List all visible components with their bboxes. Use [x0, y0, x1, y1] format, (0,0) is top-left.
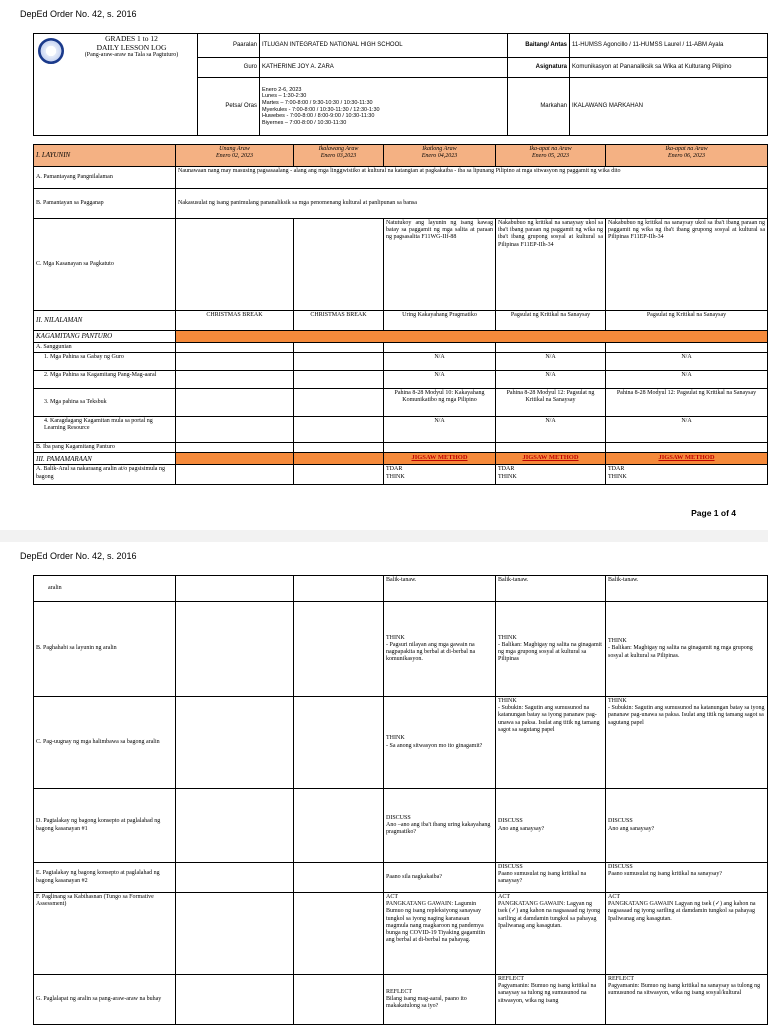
kagamitang-day1	[176, 371, 294, 389]
gabay-day5: N/A	[606, 353, 768, 371]
deped-order-header: DepEd Order No. 42, s. 2016	[20, 9, 137, 19]
markahan-value: IKALAWANG MARKAHAN	[570, 78, 768, 136]
pamamaraan-day5: JIGSAW METHOD	[606, 453, 768, 465]
layunin-header: I. LAYUNIN	[34, 145, 176, 167]
markahan-label: Markahan	[508, 78, 570, 136]
balik-day1	[176, 465, 294, 485]
karagdagang-day1	[176, 417, 294, 443]
row-paglinang-label	[34, 893, 176, 975]
karagdagang-day4: N/A	[496, 417, 606, 443]
paaralan-value: ITLUGAN INTEGRATED NATIONAL HIGH SCHOOL	[260, 34, 508, 58]
kagamitang-label: 2. Mga Pahina sa Kagamitang Pang-Mag-aaral	[34, 371, 176, 389]
nilalaman-day4: Pagsulat ng Kritikal na Sanaysay	[496, 311, 606, 331]
kagamitang-day3: N/A	[384, 371, 496, 389]
sanggunian-label: A. Sanggunian	[34, 343, 176, 353]
balik-label: A. Balik-Aral sa nakaraang aralin at/o pagsisimula ng bagong	[34, 465, 176, 485]
row-paglinang-day4: ACT PANGKATANG GAWAIN: Lagyan ng tsek (✓) ang kahon na nagsasaad ng iyong sariling at damdamin tungkol sa pahayag Ipaliwanag ang kasagutan.	[496, 893, 606, 975]
row-paglinang-day3: ACT PANGKATANG GAWAIN: Lagumin Bumuo ng isang repleksiyong sanaysay tungkol sa iyong naging karanasan magmula nang magkaroon ng pandemya bunga ng COVID-19 Tiyaking gagamitin ang berbal at di-berbal na pahayag.	[384, 893, 496, 975]
kasanayan-day1	[176, 219, 294, 311]
row-paglalapat-day3: REFLECT Bilang isang mag-aaral, paano ito makakatulong sa iyo?	[384, 975, 496, 1025]
kagamitang-day2	[294, 371, 384, 389]
page-2	[0, 542, 768, 1024]
balik-day3: TDAR THINK	[384, 465, 496, 485]
asignatura-value: Komunikasyon at Pananaliksik sa Wika at Kulturang Pilipino	[570, 58, 768, 78]
karagdagang-day2	[294, 417, 384, 443]
teksbuk-day4: Pahina 8-28 Modyul 12: Pagsulat ng Kritikal na Sanaysay	[496, 389, 606, 417]
row-paglalapat-day1	[176, 975, 294, 1025]
teksbuk-day5: Pahina 8-28 Modyul 12: Pagsulat ng Kritikal na Sanaysay	[606, 389, 768, 417]
row-pagtalakay2-label: E. Pagtalakay ng bagong konsepto at paglalahad ng bagong kasanayan #2	[34, 863, 176, 893]
row-paglinang-day1	[176, 893, 294, 975]
pamantayan-sa-pagganap-label: B. Pamantayan sa Pagganap	[34, 189, 176, 219]
row-pagtalakay2-day4: DISCUSS Paano sumusulat ng isang kritikal na sanaysay?	[496, 863, 606, 893]
row-aralin-day4: Balik-tanaw.	[496, 576, 606, 602]
teksbuk-label: 3. Mga pahina sa Teksbuk	[34, 389, 176, 417]
nilalaman-day1: CHRISTMAS BREAK	[176, 311, 294, 331]
row-pagtalakay2-day3: Paano sila nagkakaiba?	[384, 863, 496, 893]
paaralan-label: Paaralan	[198, 34, 260, 58]
gabay-day4: N/A	[496, 353, 606, 371]
gabay-day2	[294, 353, 384, 371]
day-4-header: Ika-apat na Araw Enero 05, 2023	[496, 145, 606, 167]
row-pagtalakay1-day4: DISCUSS Ano ang sanaysay?	[496, 789, 606, 863]
form-title-2: DAILY LESSON LOG	[96, 42, 167, 52]
kasanayan-day4: Nakabubuo ng kritikal na sanaysay ukol sa iba't ibang paraan ng paggamit ng wika ng iba't ibang grupong sosyal at kultural sa Pilipinas F11EP-IIh-34	[496, 219, 606, 311]
row-paglinang-day2	[294, 893, 384, 975]
gabay-day3: N/A	[384, 353, 496, 371]
row-pagtalakay1-day1	[176, 789, 294, 863]
pamamaraan-day3: JIGSAW METHOD	[384, 453, 496, 465]
row-paguugnay-day4: THINK - Subukin: Sagutin ang sumusunod na katanungan batay sa iyong pananaw pag-unawa sa paksa. Isulat ang titik ng tamang sagot sa sagutang papel	[496, 697, 606, 789]
row-pagtalakay1-day5: DISCUSS Ano ang sanaysay?	[606, 789, 768, 863]
page-divider	[0, 530, 768, 542]
balik-day5: TDAR THINK	[606, 465, 768, 485]
guro-label: Guro	[198, 58, 260, 78]
asignatura-label: Asignatura	[508, 58, 570, 78]
row-aralin-day5: Balik-tanaw.	[606, 576, 768, 602]
row-pagtalakay1-day3: DISCUSS Ano –ano ang iba't ibang uring kakayahang pragmatiko?	[384, 789, 496, 863]
karagdagang-label: 4. Karagdagang Kagamitan mula sa portal ng Learning Resource	[34, 417, 176, 443]
kagamitan-bar	[176, 331, 768, 343]
ibapang-label: B. Iba pang Kagamitang Panturo	[34, 443, 176, 453]
pamantayang-pangnilalaman-label: A. Pamantayang Pangnilalaman	[34, 167, 176, 189]
row-pagtalakay2-day1	[176, 863, 294, 893]
nilalaman-day3: Uring Kakayahang Pragmatiko	[384, 311, 496, 331]
day-3-header: Ikatlong Araw Enero 04,2023	[384, 145, 496, 167]
page-number: Page 1 of 4	[691, 508, 736, 518]
pamantayang-pangnilalaman-value: Naunawaan nang may masusing pagsasaalang - alang ang mga linggwistiko at kultural na katangian at pagkakaiba - iba sa lipunang Pilipino at mga sitwasyon ng paggamit ng wika dito	[176, 167, 768, 189]
kagamitang-day4: N/A	[496, 371, 606, 389]
baitang-value: 11-HUMSS Agoncillo / 11-HUMSS Laurel / 11-ABM Ayala	[570, 34, 768, 58]
nilalaman-header: II. NILALAMAN	[34, 311, 176, 331]
day-2-header: Ikalawang Araw Enero 03,2023	[294, 145, 384, 167]
karagdagang-day5: N/A	[606, 417, 768, 443]
nilalaman-day2: CHRISTMAS BREAK	[294, 311, 384, 331]
form-title-3: (Pang-araw-araw na Tala sa Pagtuturo)	[84, 52, 179, 59]
guro-value: KATHERINE JOY A. ZARA	[260, 58, 508, 78]
lesson-table-page2	[33, 575, 768, 1025]
gabay-label: 1. Mga Pahina sa Gabay ng Guro	[34, 353, 176, 371]
row-paglinang-day5: ACT PANGKATANG GAWAIN Lagyan ng tsek (✓) ang kahon na nagsasaad ng iyong sariling at damdamin tungkol sa pahayag Ipaliwanag ang kasagutan.	[606, 893, 768, 975]
row-paguugnay-day1	[176, 697, 294, 789]
row-paghahabi-day1	[176, 602, 294, 697]
form-title-cell	[34, 34, 198, 136]
pamantayan-sa-pagganap-value: Nakasusulat ng isang panimulang pananaliksik sa mga penomenang kultural at panlipunan sa bansa	[176, 189, 768, 219]
nilalaman-day5: Pagsulat ng Kritikal na Sanaysay	[606, 311, 768, 331]
row-pagtalakay2-day5: DISCUSS Paano sumusulat ng isang kritikal na sanaysay?	[606, 863, 768, 893]
row-paglinang-label-text: F. Paglinang sa Kabihasnan (Tungo sa Formative Assessment)	[36, 894, 154, 908]
row-paguugnay-day2	[294, 697, 384, 789]
kagamitan-header: KAGAMITANG PANTURO	[34, 331, 176, 343]
pamamaraan-day4: JIGSAW METHOD	[496, 453, 606, 465]
kagamitang-day5: N/A	[606, 371, 768, 389]
gabay-day1	[176, 353, 294, 371]
deped-order-header-2: DepEd Order No. 42, s. 2016	[20, 551, 137, 561]
row-paglalapat-day2	[294, 975, 384, 1025]
row-aralin-day3: Balik-tanaw.	[384, 576, 496, 602]
balik-day2	[294, 465, 384, 485]
lesson-table-page1	[33, 144, 768, 485]
row-paguugnay-day5: THINK - Subukin: Sagutin ang sumusunod na katanungan batay sa iyong pananaw pag-unawa sa paksa. Isulat ang titik ng tamang sagot sa sagutang papel	[606, 697, 768, 789]
row-paghahabi-day5: THINK - Balikan: Magbigay ng salita na ginagamit ng mga grupong sosyal at kultural sa Pilipinas.	[606, 602, 768, 697]
kasanayan-day3: Natutukoy ang layunin ng isang kawag batay sa paggamit ng mga salita at paraan ng pagsasalita F11WG-IIf-88	[384, 219, 496, 311]
row-pagtalakay1-day2	[294, 789, 384, 863]
kasanayan-label: C. Mga Kasanayan sa Pagkatuto	[34, 219, 176, 311]
day-1-header: Unang Araw Enero 02, 2023	[176, 145, 294, 167]
balik-day4: TDAR THINK	[496, 465, 606, 485]
row-aralin-day2	[294, 576, 384, 602]
teksbuk-day1	[176, 389, 294, 417]
row-pagtalakay1-label: D. Pagtalakay ng bagong konsepto at paglalahad ng bagong kasanayan #1	[34, 789, 176, 863]
row-paghahabi-label: B. Paghahabi sa layunin ng aralin	[34, 602, 176, 697]
row-paglalapat-day4: REFLECT Pagyamanin: Bumuo ng isang kritikal na sanaysay sa tulong ng sumusunod na sitwasyon, wika ng isang	[496, 975, 606, 1025]
teksbuk-day3: Pahina 8-28 Modyul 10: Kakayahang Komunikatibo ng mga Pilipino	[384, 389, 496, 417]
row-paghahabi-day4: THINK - Balikan: Magbigay ng salita na ginagamit ng mga grupong sosyal at kultural sa Pilipinas	[496, 602, 606, 697]
row-pagtalakay2-day2	[294, 863, 384, 893]
petsa-label: Petsa/ Oras	[198, 78, 260, 136]
row-paghahabi-day3: THINK - Pagsuri nilayan ang mga gawain na nagpapakita ng berbal at di-berbal na komunikasyon.	[384, 602, 496, 697]
day-5-header: Ika-apat na Araw Enero 06, 2023	[606, 145, 768, 167]
deped-seal-icon	[38, 38, 64, 64]
pamamaraan-header: III. PAMAMARAAN	[34, 453, 176, 465]
row-paguugnay-day3: THINK - Sa anong sitwasyon mo ito ginagamit?	[384, 697, 496, 789]
row-paglalapat-label: G. Paglalapat ng aralin sa pang-araw-araw na buhay	[34, 975, 176, 1025]
row-aralin-day1	[176, 576, 294, 602]
row-paghahabi-day2	[294, 602, 384, 697]
form-title-1: GRADES 1 to 12	[105, 34, 158, 43]
header-info-table	[33, 33, 768, 136]
row-aralin-label: aralin	[34, 576, 176, 602]
row-paglalapat-day5: REFLECT Pagyamanin: Bumuo ng isang kritikal na sanaysay sa tulong ng sumusunod na sitwasyon, wika ng isang sosyal/kultural	[606, 975, 768, 1025]
baitang-label: Baitang/ Antas	[508, 34, 570, 58]
teksbuk-day2	[294, 389, 384, 417]
petsa-value: Enero 2-6, 2023 Lunes – 1:30-2:30 Martes – 7:00-8:00 / 9:30-10:30 / 10:30-11:30 Myerkules - 7:00-8:00 / 10:30-11:30 / 12:30-1:30 Huwebes - 7:00-8:00 / 8:00-9:00 / 10:30-11:30 Biyernes – 7:00-8:00 / 10:30-11:30	[260, 78, 508, 136]
row-paguugnay-label: C. Pag-uugnay ng mga halimbawa sa bagong aralin	[34, 697, 176, 789]
karagdagang-day3: N/A	[384, 417, 496, 443]
kasanayan-day2	[294, 219, 384, 311]
kasanayan-day5: Nakabubuo ng kritikal na sanaysay ukol sa iba't ibang paraan ng paggamit ng wika ng iba't ibang grupong sosyal at kultural sa Pilipinas F11EP-IIh-34	[606, 219, 768, 311]
